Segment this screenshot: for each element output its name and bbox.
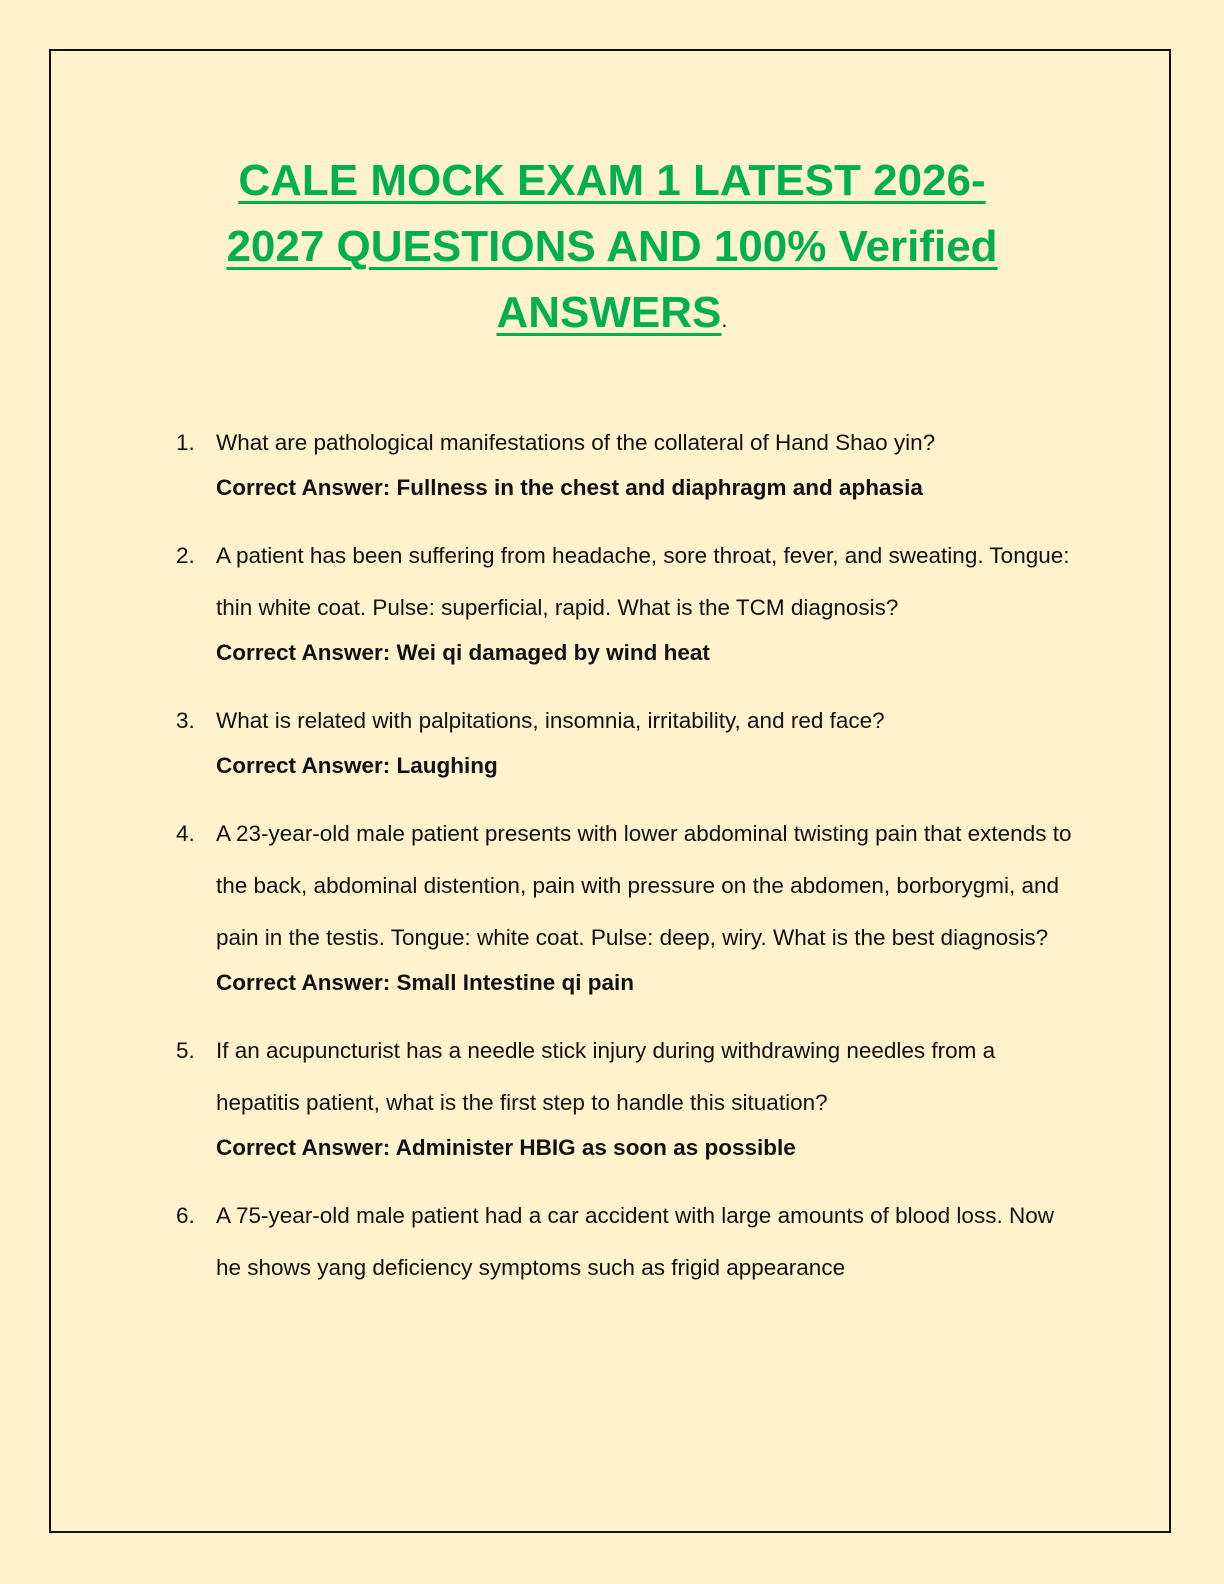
question-item <box>176 808 1076 1002</box>
correct-answer: Correct Answer: Administer HBIG as soon as possible <box>216 1135 796 1160</box>
question-item <box>176 530 1076 672</box>
title-trailing-period: . <box>721 307 728 332</box>
question-number: 5. <box>176 1038 195 1063</box>
document-title <box>140 148 1084 353</box>
question-text: A patient has been suffering from headache, sore throat, fever, and sweating. Tongue: thin white coat. Pulse: superficial, rapid. What is the TCM diagnosis? <box>216 543 1070 620</box>
question-list <box>176 417 1076 1317</box>
correct-answer: Correct Answer: Fullness in the chest and diaphragm and aphasia <box>216 475 923 500</box>
correct-answer: Correct Answer: Laughing <box>216 753 498 778</box>
title-line-1: CALE MOCK EXAM 1 LATEST 2026- <box>238 156 986 205</box>
correct-answer: Correct Answer: Wei qi damaged by wind heat <box>216 640 710 665</box>
question-number: 6. <box>176 1203 195 1228</box>
question-item <box>176 417 1076 507</box>
question-text: If an acupuncturist has a needle stick injury during withdrawing needles from a hepatitis patient, what is the first step to handle this situation? <box>216 1038 996 1115</box>
question-item <box>176 1025 1076 1167</box>
question-number: 2. <box>176 543 195 568</box>
question-number: 1. <box>176 430 195 455</box>
question-number: 3. <box>176 708 195 733</box>
title-line-3: ANSWERS <box>496 288 722 337</box>
question-text: What are pathological manifestations of the collateral of Hand Shao yin? <box>216 430 936 455</box>
question-text: What is related with palpitations, insomnia, irritability, and red face? <box>216 708 885 733</box>
question-number: 4. <box>176 821 195 846</box>
question-item <box>176 1190 1076 1294</box>
title-line-2: 2027 QUESTIONS AND 100% Verified <box>226 222 998 271</box>
correct-answer: Correct Answer: Small Intestine qi pain <box>216 970 635 995</box>
question-item <box>176 695 1076 785</box>
question-text: A 23-year-old male patient presents with lower abdominal twisting pain that extends to the back, abdominal distention, pain with pressure on the abdomen, borborygmi, and pain in the testis. Tongue: white coat. Pulse: deep, wiry. What is the best diagnosis? <box>216 821 1072 950</box>
question-text: A 75-year-old male patient had a car accident with large amounts of blood loss. Now he shows yang deficiency symptoms such as frigid appearance <box>216 1203 1054 1280</box>
